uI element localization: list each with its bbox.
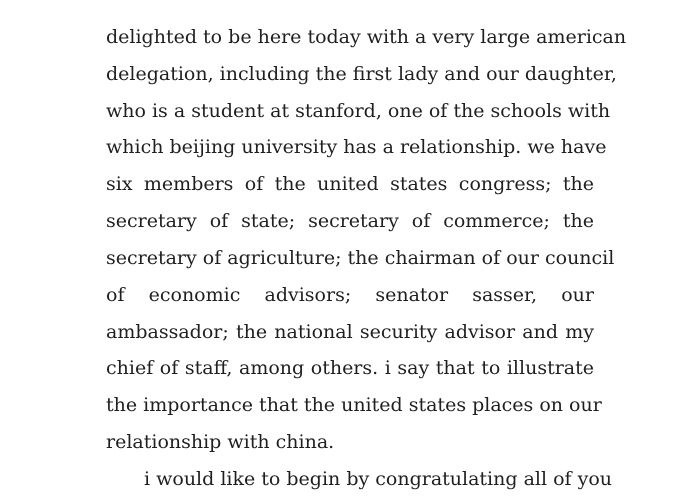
text-line: secretary of agriculture; the chairman of our council — [106, 246, 615, 269]
text-line: delegation, including the first lady and our daughter, — [106, 62, 617, 85]
text-line: chief of staff, among others. i say that to illustrate — [106, 357, 594, 380]
text-line-paragraph-start: i would like to begin by congratulating all of you — [144, 467, 613, 490]
text-line-paragraph-end: relationship with china. — [106, 431, 335, 454]
text-line: which beijing university has a relationship. we have — [106, 136, 607, 159]
text-line: delighted to be here today with a very large american — [106, 25, 627, 48]
text-line: ambassador; the national security advisor and my — [106, 320, 594, 343]
text-line: of economic advisors; senator sasser, our — [106, 283, 594, 306]
text-line: the importance that the united states places on our — [106, 394, 602, 417]
body-text — [106, 0, 627, 498]
text-line: secretary of state; secretary of commerce; the — [106, 210, 594, 233]
text-line-partial-top — [106, 0, 594, 19]
text-line: six members of the united states congress; the — [106, 173, 594, 196]
text-line: who is a student at stanford, one of the schools with — [106, 99, 611, 122]
